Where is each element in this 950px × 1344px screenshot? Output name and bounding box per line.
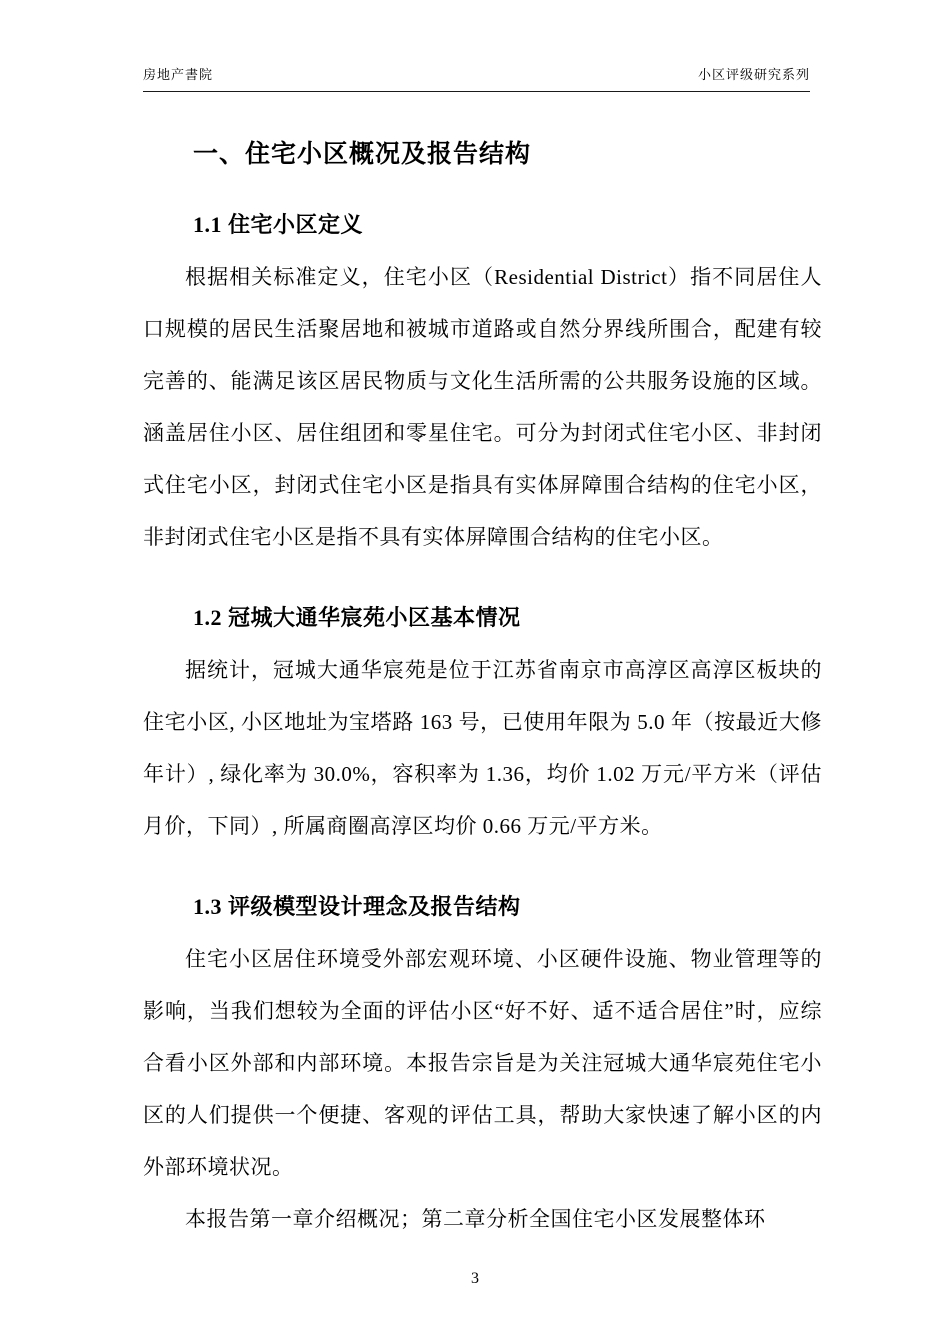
page-header (143, 64, 810, 92)
paragraph-1-3-a: 住宅小区居住环境受外部宏观环境、小区硬件设施、物业管理等的影响，当我们想较为全面的评估小区“好不好、适不适合居住”时，应综合看小区外部和内部环境。本报告宗旨是为关注冠城大通华宸苑住宅小区的人们提供一个便捷、客观的评估工具，帮助大家快速了解小区的内外部环境状况。 (143, 947, 822, 1179)
header-left-text: 房地产書院 (143, 67, 214, 82)
paragraph-1-3-b: 本报告第一章介绍概况；第二章分析全国住宅小区发展整体环 (185, 1207, 766, 1231)
paragraph-1-1: 根据相关标准定义，住宅小区（Residential District）指不同居住人口规模的居民生活聚居地和被城市道路或自然分界线所围合，配建有较完善的、能满足该区居民物质与文化生活所需的公共服务设施的区域。涵盖居住小区、居住组团和零星住宅。可分为封闭式住宅小区、非封闭式住宅小区，封闭式住宅小区是指具有实体屏障围合结构的住宅小区，非封闭式住宅小区是指不具有实体屏障围合结构的住宅小区。 (143, 265, 822, 549)
section-title-1-2: 1.2 冠城大通华宸苑小区基本情况 (193, 605, 521, 630)
page-number: 3 (471, 1270, 479, 1287)
page-footer (0, 1270, 950, 1288)
page-content (143, 98, 822, 1245)
section-title-1-3: 1.3 评级模型设计理念及报告结构 (193, 894, 521, 919)
chapter-title: 一、住宅小区概况及报告结构 (193, 141, 532, 168)
paragraph-1-2: 据统计，冠城大通华宸苑是位于江苏省南京市高淳区高淳区板块的住宅小区, 小区地址为宝塔路 163 号，已使用年限为 5.0 年（按最近大修年计）, 绿化率为 30.0%，容积率为 1.36，均价 1.02 万元/平方米（评估月价，下同）, 所属商圈高淳区均价 0.66 万元/平方米。 (143, 658, 822, 838)
section-title-1-1: 1.1 住宅小区定义 (193, 212, 364, 237)
header-right-text: 小区评级研究系列 (697, 67, 810, 82)
